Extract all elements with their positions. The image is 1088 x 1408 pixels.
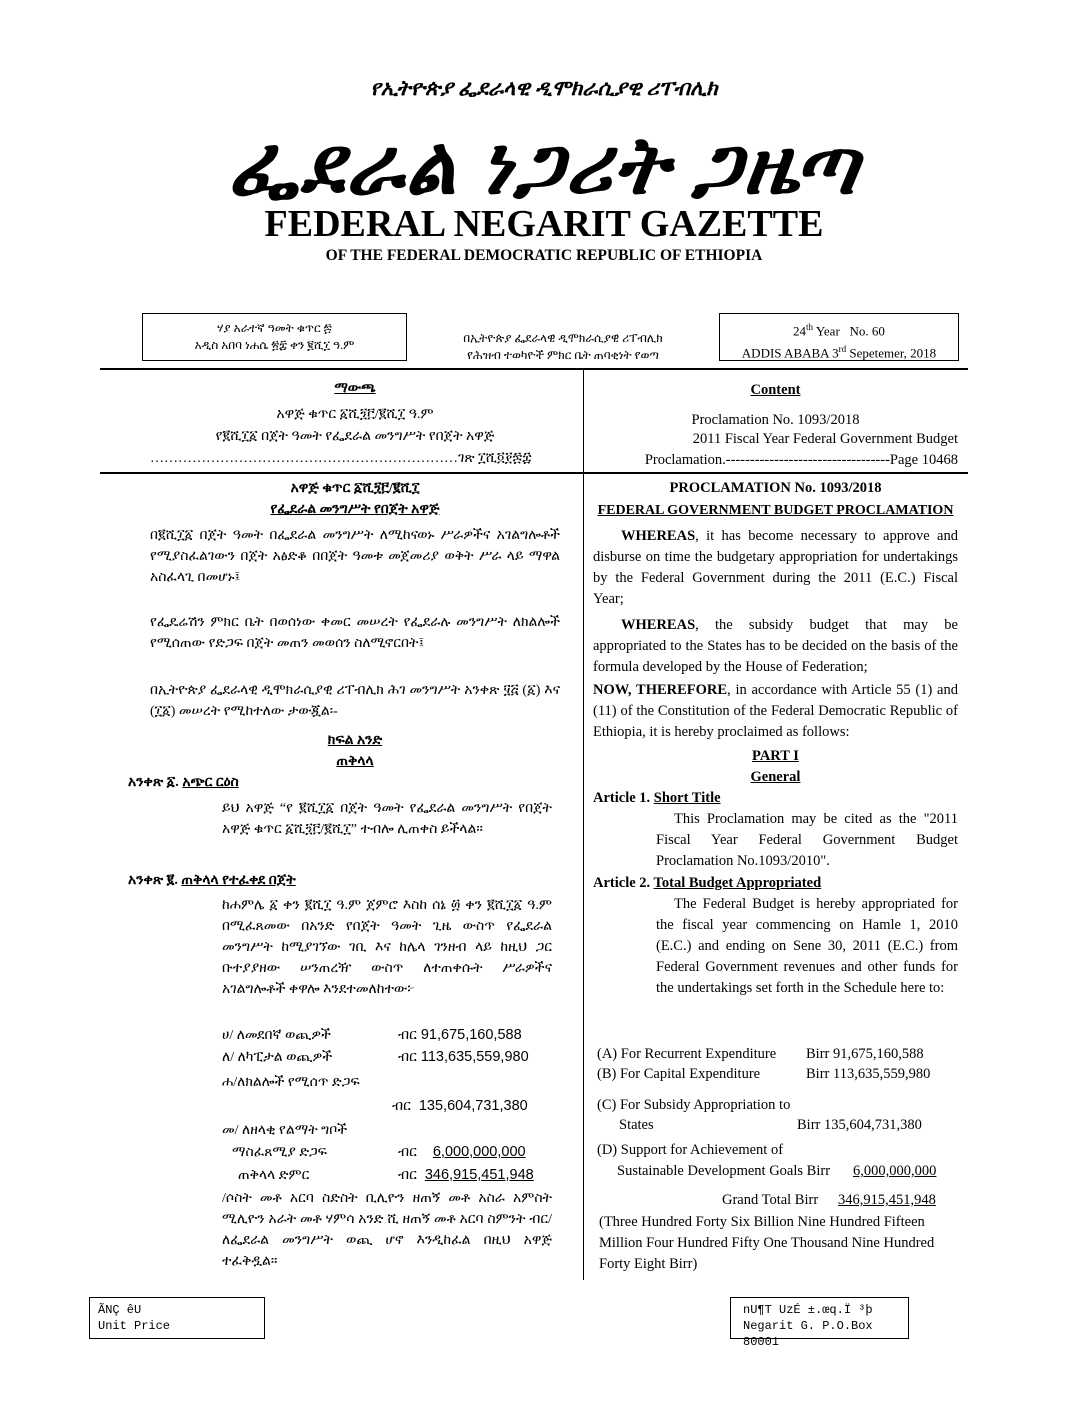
article2-body: The Federal Budget is hereby appropriated for the fiscal year commencing on Hamle 1, 2010 (E.C.) and ending on Sene 30, 2011 (E.C.) from Federal Government revenues and other funds for the undertakings set forth in the Schedule here to: (656, 896, 958, 996)
contents-heading-amharic: ማውጫ (334, 381, 376, 396)
item-d-amount-amharic: ብር 6,000,000,000 (398, 1144, 526, 1160)
issue-box-english (719, 313, 959, 361)
general-heading: General (750, 769, 801, 785)
contents-amharic-line3: …………………………………………………………ገጽ ፲ሺ፬፻፷፰ (150, 451, 532, 466)
total-amount-amharic: ብር 346,915,451,948 (398, 1167, 534, 1183)
grand-total-label: Grand Total Birr (722, 1192, 819, 1208)
enactment-clause: NOW, THEREFORE, in accordance with Article 55 (1) and (11) of the Constitution of the Federal Democratic Republic of Ethiopia, it is hereby proclaimed as follows: (593, 682, 958, 740)
article2-label-amharic: አንቀጽ ፪. (128, 873, 178, 888)
article2-label: Article 2. (593, 875, 651, 891)
issue-box-amharic (142, 313, 407, 361)
masthead-title: FEDERAL NEGARIT GAZETTE (264, 203, 824, 245)
item-c-label-amharic: ሐ/ለክልሎች የሚሰጥ ድጋፍ (222, 1075, 360, 1090)
contents-rule (100, 472, 968, 474)
item-a-label-amharic: ሀ/ ለመደበኛ ወጪዎች (222, 1028, 331, 1043)
article2-heading (593, 873, 958, 894)
article2-body-amharic: ከሐምሌ ፩ ቀን ፪ሺ፲ ዓ.ም ጀምሮ እስከ ሰኔ ፴ ቀን ፪ሺ፲፩ ዓ.ም በሚፈጸመው በአንድ የበጀት ዓመት ጊዜ ውስጥ የፌደራል መንግሥት ከሚያገኘው ገቢ እና ከሌላ ገንዘብ ላይ ከዚህ ጋር ቡተያያዘው ሠንጠረዥ ውስጥ ለተጠቀሱት ሥራዎችና አገልግሎቶች ቀዋሎ እንደተመለከተው፦ (222, 898, 552, 997)
total-words-amharic: /ሶስት መቶ አርባ ስድስት ቢሊዮን ዘጠኝ መቶ አስራ አምስት ሚሊዮን አራት መቶ ሃምሳ አንድ ሺ ዘጠኝ መቶ አርባ ስምንት ብር/ ለፌደራል መንግሥት ወጪ ሆኖ እንዲከፈል በዚህ አዋጅ ተፈቅዷል። (222, 1191, 552, 1269)
part-heading-amharic: ክፍል አንድ (327, 733, 383, 748)
unit-price-box (89, 1297, 265, 1339)
article1-title-amharic: አጭር ርዕስ (182, 775, 239, 790)
issue-date: ADDIS ABABA 3rd Sepetemer, 2018 (741, 344, 937, 361)
item-b-label-amharic: ለ/ ለካፒታል ወጪዎች (222, 1050, 333, 1065)
article1-label-amharic: አንቀጽ ፩. (128, 775, 179, 790)
proclamation-subtitle-amharic: የፌደራል መንግሥት የበጀት አዋጅ (270, 502, 440, 517)
item-a-amount-amharic: ብር 91,675,160,588 (398, 1027, 522, 1043)
contents-heading: Content (750, 382, 801, 398)
issue-box-amharic-line2: አዲስ አበባ ነሐሴ ፳፰ ቀን ፪ሺ፲ ዓ.ም (194, 338, 355, 352)
item-c-label-line2: States (619, 1117, 654, 1133)
article1-body: This Proclamation may be cited as the "2011 Fiscal Year Federal Government Budget Proclamation No.1093/2010". (656, 811, 958, 869)
item-d-amount: 6,000,000,000 (853, 1163, 937, 1179)
article1-body-amharic: ይህ አዋጅ “የ ፪ሺ፲፩ በጀት ዓመት የፌደራል መንግሥት የበጀት አዋጅ ቁጥር ፩ሺ፺፫/፪ሺ፲” ተብሎ ሊጠቀስ ይችላል። (222, 801, 552, 837)
preamble-2-amharic: የፌዴሬሽን ምክር ቤት በወሰነው ቀመር መሠረት የፌደራሉ መንግሥት ለክልሎች የሚሰጠው የድጋፍ በጀት መጠን መወሰን ስለሚኖርበት፤ (150, 615, 560, 651)
masthead-subtitle: OF THE FEDERAL DEMOCRATIC REPUBLIC OF ETHIOPIA (325, 247, 763, 264)
item-a-amount: Birr 91,675,160,588 (806, 1046, 924, 1062)
issuer-amharic (413, 330, 713, 364)
item-d-label-line2: Sustainable Development Goals Birr (617, 1163, 831, 1179)
issue-number: 24th Year No. 60 (793, 322, 885, 339)
item-c-amount-amharic: ብር 135,604,731,380 (392, 1098, 528, 1114)
contents-line2: 2011 Fiscal Year Federal Government Budget (692, 431, 958, 447)
article1-heading (593, 788, 958, 809)
part-heading: PART I (752, 748, 799, 764)
proclamation-subtitle: FEDERAL GOVERNMENT BUDGET PROCLAMATION (597, 503, 954, 518)
contents-line1: Proclamation No. 1093/2018 (691, 412, 860, 428)
article2-heading-amharic (128, 870, 558, 891)
article2-title: Total Budget Appropriated (653, 875, 822, 891)
proclamation-title-amharic: አዋጅ ቁጥር ፩ሺ፺፫/፪ሺ፲ (290, 481, 420, 496)
issuer-amharic-line1: በኢትዮጵያ ፌደራላዊ ዲሞክራሲያዊ ሪፐብሊክ (463, 331, 663, 345)
column-divider (583, 369, 584, 1280)
po-box (730, 1297, 909, 1349)
grand-total-words: (Three Hundred Forty Six Billion Nine Hundred Fifteen Million Four Hundred Fifty One Thousand Nine Hundred Forty Eight Birr) (599, 1214, 935, 1272)
header-rule (100, 368, 968, 370)
proclamation-title: PROCLAMATION No. 1093/2018 (669, 480, 882, 496)
article2-title-amharic: ጠቅላላ የተፈቀደ በጀት (181, 873, 296, 888)
item-d-label-line1: (D) Support for Achievement of (597, 1142, 784, 1158)
total-label-amharic: ጠቅላላ ድምር (238, 1168, 310, 1183)
po-box-label: Negarit G. P.O.Box 80001 (743, 1319, 873, 1349)
item-c-label-line1: (C) For Subsidy Appropriation to (597, 1097, 791, 1113)
po-box-amharic: nU¶T UzÉ ±.œq.Ï ³þ (743, 1303, 873, 1317)
masthead-amharic-title: ፌደራል ነጋሪት ጋዜጣ (228, 123, 860, 211)
article1-label: Article 1. (593, 790, 651, 806)
whereas-1: WHEREAS, it has become necessary to approve and disburse on time the budgetary appropriation for undertakings by the Federal Government during the 2011 (E.C.) Fiscal Year; (593, 528, 958, 607)
item-b-amount: Birr 113,635,559,980 (806, 1066, 931, 1082)
item-d-label-amharic: መ/ ለዘላቂ የልማት ግቦች (222, 1123, 348, 1138)
item-b-amharic (222, 1047, 332, 1068)
grand-total-amount: 346,915,451,948 (838, 1192, 936, 1208)
preamble-3-amharic: በኢትዮጵያ ፌደራላዊ ዲሞክራሲያዊ ሪፐብሊክ ሕገ መንግሥት አንቀጽ ፶፭ (፩) እና (፲፩) መሠረት የሚከተለው ታውጇል፡- (150, 683, 560, 719)
preamble-1-amharic: በ፪ሺ፲፩ በጀት ዓመት በፌደራል መንግሥት ለሚከናወኑ ሥራዎችና አገልግሎቶች የሚያስፈልገውን በጀት አፅድቆ በበጀት ዓመቱ መጀመሪያ ወቅት ሥራ ላይ ማዋል አስፈላጊ በመሆኑ፤ (150, 528, 560, 585)
item-d-sublabel-amharic: ማስፈጸሚያ ድጋፍ (232, 1145, 327, 1160)
unit-price-label: Unit Price (98, 1319, 171, 1333)
item-b-amount-amharic: ብር 113,635,559,980 (398, 1049, 529, 1065)
issuer-amharic-line2: የሕዝብ ተወካዮች ምክር ቤት ጠባቂነት የወጣ (467, 348, 659, 362)
item-c-amount: Birr 135,604,731,380 (797, 1117, 922, 1133)
contents-amharic-line2: የ፪ሺ፲፩ በጀት ዓመት የፌደራል መንግሥት የበጀት አዋጅ (215, 429, 495, 444)
general-heading-amharic: ጠቅላላ (336, 754, 374, 769)
issue-box-amharic-line1: ሃያ አራተኛ ዓመት ቁጥር ፷ (217, 321, 332, 335)
item-a-label: (A) For Recurrent Expenditure (597, 1046, 777, 1062)
item-b-label: (B) For Capital Expenditure (597, 1066, 761, 1082)
contents-amharic-line1: አዋጅ ቁጥር ፩ሺ፺፫/፪ሺ፲ ዓ.ም (276, 407, 434, 422)
article1-title: Short Title (653, 790, 721, 806)
masthead-amharic-top: የኢትዮጵያ ፌደራላዊ ዲሞክራሲያዊ ሪፐብሊክ (370, 76, 718, 100)
item-a-amharic (222, 1025, 331, 1046)
unit-price-amharic: ÃNÇ êU (98, 1303, 142, 1317)
whereas-2: WHEREAS, the subsidy budget that may be appropriated to the States has to be decided on the basis of the formula developed by the House of Federation; (593, 617, 958, 675)
article1-heading-amharic (128, 772, 558, 793)
contents-line3: Proclamation.----------------------------------Page 10468 (644, 452, 958, 468)
